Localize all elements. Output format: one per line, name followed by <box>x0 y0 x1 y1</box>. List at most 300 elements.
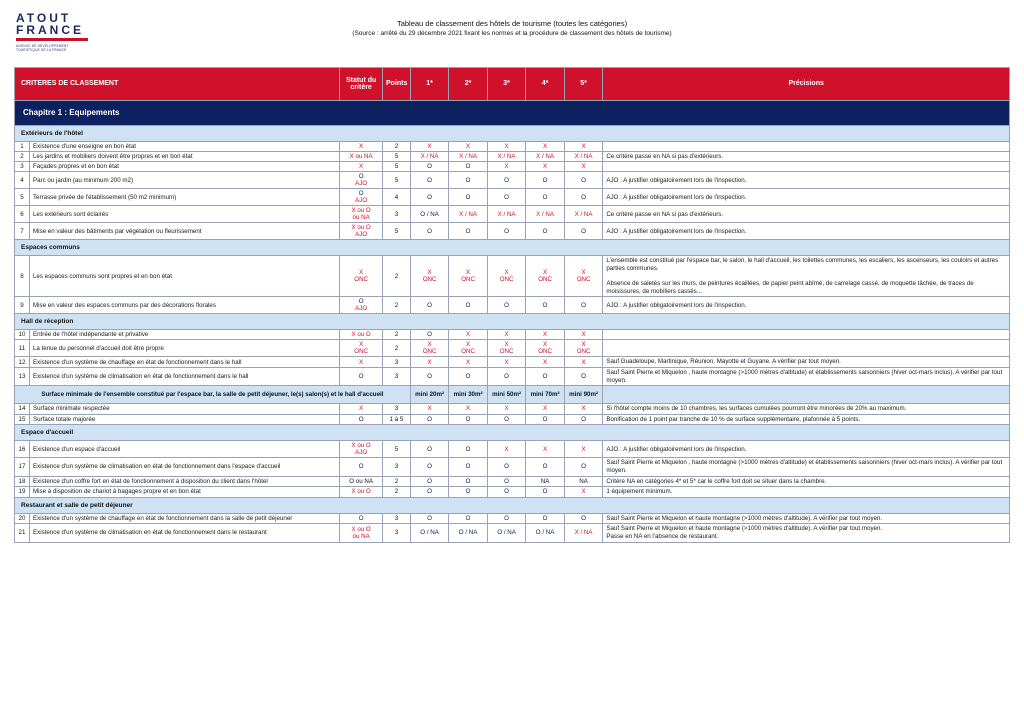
table-row <box>15 223 1010 240</box>
star-cell: O <box>526 414 565 425</box>
status-token: ou NA <box>352 532 370 540</box>
star-cell: O <box>449 162 488 172</box>
star-cell: O <box>410 476 449 487</box>
status-token: X <box>359 142 364 150</box>
star-cell: O <box>564 189 603 206</box>
star-cell: X <box>564 141 603 151</box>
status-token: O <box>358 190 364 198</box>
row-criteria: Surface totale majorée <box>29 414 339 425</box>
table-row <box>15 458 1010 476</box>
row-number: 21 <box>15 524 30 542</box>
row-status <box>340 297 383 314</box>
status-token: O <box>358 416 364 424</box>
table-row <box>15 340 1010 357</box>
row-number: 3 <box>15 162 30 172</box>
status-token: O <box>358 173 364 181</box>
star-cell: X <box>526 357 565 368</box>
status-token: AJO <box>355 231 368 239</box>
star-cell: X / NA <box>526 206 565 223</box>
star-cell: O <box>410 513 449 524</box>
row-precisions: 1 équipement minimum. <box>603 487 1010 498</box>
table-row <box>15 206 1010 223</box>
star-cell: X <box>410 357 449 368</box>
table-row <box>15 297 1010 314</box>
table-row <box>15 330 1010 340</box>
star-cell: X ONC <box>410 256 449 297</box>
table-row <box>15 414 1010 425</box>
star-cell: O <box>526 223 565 240</box>
row-points: 1 à 5 <box>383 414 411 425</box>
status-token: X ou NA <box>349 153 373 161</box>
status-token: O <box>358 298 364 306</box>
row-status <box>340 513 383 524</box>
star-cell: O <box>410 441 449 458</box>
row-points: 3 <box>383 404 411 415</box>
star-cell: O <box>449 172 488 189</box>
row-number: 9 <box>15 297 30 314</box>
section-band-restaurant <box>15 497 1010 513</box>
status-token: AJO <box>355 197 368 205</box>
star-cell: O <box>487 414 526 425</box>
star-cell: O <box>564 513 603 524</box>
row-criteria: Existence d'un système de chauffage en état de fonctionnement dans le hall <box>29 357 339 368</box>
status-token: ou NA <box>352 214 370 222</box>
star-cell: O <box>564 297 603 314</box>
star-cell: O <box>564 223 603 240</box>
star-cell: O <box>449 223 488 240</box>
logo-line-1: ATOUT <box>16 11 72 25</box>
atout-france-logo <box>16 12 88 53</box>
row-status <box>340 476 383 487</box>
status-token: X <box>359 341 364 349</box>
star-cell: O <box>410 487 449 498</box>
column-header-4star: 4* <box>526 67 565 100</box>
row-number: 8 <box>15 256 30 297</box>
row-points: 3 <box>383 513 411 524</box>
star-cell: O <box>449 487 488 498</box>
column-header-criteria: CRITERES DE CLASSEMENT <box>15 67 340 100</box>
row-points: 3 <box>383 524 411 542</box>
star-cell: O <box>487 458 526 476</box>
star-cell: O <box>487 487 526 498</box>
star-cell: O <box>449 458 488 476</box>
table-row <box>15 476 1010 487</box>
row-precisions: Sauf Saint Pierre et Miquelon , haute montagne (>1000 mètres d'altitude) et établissements saisonniers (hiver oct-mars inclus). A vérifier par tout moyen. <box>603 367 1010 385</box>
star-cell: X <box>487 162 526 172</box>
row-precisions: AJO : A justifier obligatoirement lors de l'inspection. <box>603 172 1010 189</box>
row-precisions: AJO : A justifier obligatoirement lors de l'inspection. <box>603 223 1010 240</box>
star-cell: X ONC <box>410 340 449 357</box>
section-label: Extérieurs de l'hôtel <box>15 125 1010 141</box>
status-token: O <box>358 515 364 523</box>
classification-table <box>14 67 1010 543</box>
table-row <box>15 404 1010 415</box>
star-cell: X <box>487 141 526 151</box>
star-cell: X <box>526 441 565 458</box>
row-points: 5 <box>383 151 411 162</box>
row-criteria: Les jardins et mobiliers doivent être propres et en bon état <box>29 151 339 162</box>
column-header-5star: 5* <box>564 67 603 100</box>
row-criteria: Mise en valeur des bâtiments par végétation ou fleurissement <box>29 223 339 240</box>
table-body <box>15 67 1010 542</box>
star-cell: O <box>410 223 449 240</box>
star-cell: O / NA <box>449 524 488 542</box>
row-status <box>340 206 383 223</box>
section-band-hall <box>15 314 1010 330</box>
row-criteria: Mise à disposition de chariot à bagages propre et en bon état <box>29 487 339 498</box>
star-cell: X <box>449 404 488 415</box>
table-row <box>15 524 1010 542</box>
star-cell: O <box>526 297 565 314</box>
star-cell: O <box>410 330 449 340</box>
star-cell: X <box>564 487 603 498</box>
section-band-accueil <box>15 425 1010 441</box>
star-cell: O <box>526 513 565 524</box>
row-points: 3 <box>383 458 411 476</box>
star-cell: X <box>564 357 603 368</box>
status-token: X <box>359 405 364 413</box>
status-token: O ou NA <box>349 477 373 485</box>
table-row <box>15 141 1010 151</box>
row-precisions: AJO : A justifier obligatoirement lors de l'inspection. <box>603 297 1010 314</box>
table-header-row <box>15 67 1010 100</box>
row-status <box>340 367 383 385</box>
star-cell: X <box>449 141 488 151</box>
row-precisions: Si l'hôtel compte moins de 10 chambres, les surfaces cumulées pourront être minorées de 20% au maximum. <box>603 404 1010 415</box>
star-cell: O <box>564 172 603 189</box>
row-points: 3 <box>383 357 411 368</box>
status-token: O <box>358 463 364 471</box>
row-number: 14 <box>15 404 30 415</box>
row-precisions: Critère NA en catégories 4* et 5* car le coffre fort doit se situer dans la chambre. <box>603 476 1010 487</box>
row-precisions: Sauf Guadeloupe, Martinique, Réunion, Mayotte et Guyane. A vérifier par tout moyen. <box>603 357 1010 368</box>
column-header-1star: 1* <box>410 67 449 100</box>
column-header-3star: 3* <box>487 67 526 100</box>
row-number: 2 <box>15 151 30 162</box>
page-title: Tableau de classement des hôtels de tourisme (toutes les catégories) <box>396 19 628 28</box>
star-cell: X <box>526 404 565 415</box>
star-cell: X / NA <box>564 151 603 162</box>
row-number: 7 <box>15 223 30 240</box>
surface-band-2star: mini 30m² <box>449 386 488 404</box>
star-cell: O <box>449 414 488 425</box>
star-cell: X / NA <box>449 151 488 162</box>
star-cell: X <box>564 441 603 458</box>
star-cell: X ONC <box>487 340 526 357</box>
title-block <box>88 12 936 39</box>
star-cell: X <box>526 141 565 151</box>
row-criteria: Existence d'un système de climatisation en état de fonctionnement dans le restaurant <box>29 524 339 542</box>
chapter-label: Chapitre 1 : Equipements <box>15 100 1010 125</box>
table-row <box>15 172 1010 189</box>
star-cell: O / NA <box>410 524 449 542</box>
row-points: 2 <box>383 476 411 487</box>
row-number: 17 <box>15 458 30 476</box>
row-criteria: Existence d'un système de climatisation en état de fonctionnement dans le hall <box>29 367 339 385</box>
row-status <box>340 414 383 425</box>
table-row <box>15 357 1010 368</box>
star-cell: O <box>487 367 526 385</box>
star-cell: O <box>526 172 565 189</box>
row-number: 20 <box>15 513 30 524</box>
row-criteria: Existence d'un espace d'accueil <box>29 441 339 458</box>
status-token: AJO <box>355 305 368 313</box>
star-cell: O <box>410 367 449 385</box>
row-points: 4 <box>383 189 411 206</box>
row-criteria: Existence d'un système de chauffage en état de fonctionnement dans la salle de petit déjeuner <box>29 513 339 524</box>
star-cell: X / NA <box>526 151 565 162</box>
row-number: 10 <box>15 330 30 340</box>
row-precisions: Sauf Saint Pierre et Miquelon et haute montagne (>1000 mètres d'altitude). A vérifier par tout moyen. Passe en NA en l'absence de restaurant. <box>603 524 1010 542</box>
star-cell: X ONC <box>526 256 565 297</box>
star-cell: X ONC <box>449 256 488 297</box>
row-criteria: Terrasse privée de l'établissement (50 m2 minimum) <box>29 189 339 206</box>
surface-band-3star: mini 50m² <box>487 386 526 404</box>
star-cell: O <box>564 414 603 425</box>
column-header-2star: 2* <box>449 67 488 100</box>
surface-band-row <box>15 386 1010 404</box>
row-points: 2 <box>383 141 411 151</box>
section-label: Espaces communs <box>15 240 1010 256</box>
row-number: 6 <box>15 206 30 223</box>
logo-sub-1: AGENCE DE DÉVELOPPEMENT <box>16 44 69 48</box>
table-row <box>15 367 1010 385</box>
star-cell: X ONC <box>564 256 603 297</box>
row-status <box>340 141 383 151</box>
star-cell: X / NA <box>449 206 488 223</box>
table-row <box>15 151 1010 162</box>
table-row <box>15 441 1010 458</box>
star-cell: O <box>526 189 565 206</box>
status-token: ONC <box>354 276 368 284</box>
surface-band-5star: mini 90m² <box>564 386 603 404</box>
row-criteria: Les espaces communs sont propres et en bon état <box>29 256 339 297</box>
row-precisions: L'ensemble est constitué par l'espace bar, le salon, le hall d'accueil, les toilettes communes, les escaliers, les ascenseurs, les couloirs et autres parties communes. Absence de saletés sur les murs, de peintures écaillées, de papier peint abîmé, de carrelage cassé, de moquette tâchée, de traces de moisissures, de mobiliers cassés... <box>603 256 1010 297</box>
star-cell: O <box>410 414 449 425</box>
row-precisions <box>603 162 1010 172</box>
star-cell: O <box>449 513 488 524</box>
page-subtitle: (Source : arrêté du 29 décembre 2021 fixant les normes et la procédure de classement des hôtels de tourisme) <box>352 30 672 37</box>
surface-band-4star: mini 70m² <box>526 386 565 404</box>
star-cell: O <box>449 441 488 458</box>
status-token: AJO <box>355 449 368 457</box>
row-precisions: AJO : A justifier obligatoirement lors de l'inspection. <box>603 441 1010 458</box>
row-status <box>340 330 383 340</box>
star-cell: X <box>487 330 526 340</box>
star-cell: O <box>410 189 449 206</box>
row-points: 3 <box>383 367 411 385</box>
star-cell: O <box>449 189 488 206</box>
row-status <box>340 487 383 498</box>
star-cell: X <box>526 162 565 172</box>
row-number: 18 <box>15 476 30 487</box>
column-header-precisions: Précisions <box>603 67 1010 100</box>
star-cell: X <box>449 357 488 368</box>
star-cell: O <box>564 367 603 385</box>
star-cell: O <box>487 172 526 189</box>
row-criteria: Parc ou jardin (au minimum 200 m2) <box>29 172 339 189</box>
star-cell: NA <box>564 476 603 487</box>
table-row <box>15 189 1010 206</box>
star-cell: X ONC <box>564 340 603 357</box>
table-row <box>15 513 1010 524</box>
star-cell: X <box>487 404 526 415</box>
star-cell: O <box>449 476 488 487</box>
document-header <box>0 0 1024 57</box>
star-cell: X <box>564 404 603 415</box>
row-number: 11 <box>15 340 30 357</box>
star-cell: O <box>449 297 488 314</box>
status-token: O <box>358 373 364 381</box>
table-row <box>15 256 1010 297</box>
status-token: X <box>359 269 364 277</box>
status-token: X ou O <box>351 224 371 232</box>
status-token: X ou O <box>351 331 371 339</box>
status-token: X ou O <box>351 488 371 496</box>
star-cell: X / NA <box>410 151 449 162</box>
star-cell: X ONC <box>449 340 488 357</box>
row-status <box>340 256 383 297</box>
star-cell: O <box>487 513 526 524</box>
logo-line-2: FRANCE <box>16 23 84 37</box>
star-cell: O <box>564 458 603 476</box>
row-points: 2 <box>383 297 411 314</box>
row-status <box>340 189 383 206</box>
star-cell: O <box>526 458 565 476</box>
row-status <box>340 458 383 476</box>
star-cell: O <box>487 223 526 240</box>
chapter-band <box>15 100 1010 125</box>
row-status <box>340 404 383 415</box>
row-status <box>340 524 383 542</box>
star-cell: O <box>449 367 488 385</box>
row-status <box>340 151 383 162</box>
section-band-communs <box>15 240 1010 256</box>
star-cell: O <box>487 297 526 314</box>
status-token: X <box>359 358 364 366</box>
star-cell: O / NA <box>487 524 526 542</box>
row-points: 5 <box>383 172 411 189</box>
row-criteria: Les extérieurs sont éclairés <box>29 206 339 223</box>
row-number: 12 <box>15 357 30 368</box>
row-precisions: Sauf Saint Pierre et Miquelon et haute montagne (>1000 mètres d'altitude). A vérifier par tout moyen. <box>603 513 1010 524</box>
row-criteria: Existence d'une enseigne en bon état <box>29 141 339 151</box>
star-cell: X <box>449 330 488 340</box>
row-status <box>340 340 383 357</box>
section-label: Hall de réception <box>15 314 1010 330</box>
column-header-points: Points <box>383 67 411 100</box>
row-precisions: Ce critère passe en NA si pas d'extérieurs. <box>603 206 1010 223</box>
status-token: ONC <box>354 348 368 356</box>
table-row <box>15 162 1010 172</box>
star-cell: O <box>410 297 449 314</box>
row-criteria: Entrée de l'hôtel indépendante et privative <box>29 330 339 340</box>
row-number: 4 <box>15 172 30 189</box>
row-status <box>340 223 383 240</box>
row-points: 2 <box>383 330 411 340</box>
row-number: 16 <box>15 441 30 458</box>
star-cell: X ONC <box>526 340 565 357</box>
status-token: AJO <box>355 180 368 188</box>
row-precisions <box>603 330 1010 340</box>
star-cell: X <box>526 330 565 340</box>
star-cell: O <box>526 487 565 498</box>
logo-sub-2: TOURISTIQUE DE LA FRANCE <box>16 48 67 53</box>
star-cell: X <box>564 162 603 172</box>
row-points: 2 <box>383 340 411 357</box>
row-status <box>340 172 383 189</box>
logo-red-bar <box>16 38 88 41</box>
section-band-exterieurs <box>15 125 1010 141</box>
status-token: X ou O <box>351 525 371 533</box>
star-cell: X <box>410 141 449 151</box>
row-criteria: Existence d'un coffre fort en état de fonctionnement à disposition du client dans l'hôtel <box>29 476 339 487</box>
status-token: X ou O <box>351 207 371 215</box>
star-cell: NA <box>526 476 565 487</box>
star-cell: X <box>487 357 526 368</box>
section-label: Restaurant et salle de petit déjeuner <box>15 497 1010 513</box>
row-number: 13 <box>15 367 30 385</box>
row-status <box>340 162 383 172</box>
surface-band-label: Surface minimale de l'ensemble constitué par l'espace bar, la salle de petit déjeuner, le(s) salon(s) et le hall d'accueil <box>15 386 411 404</box>
row-precisions: Bonification de 1 point par tranche de 10 % de surface supplémentaire, plafonnée à 5 points. <box>603 414 1010 425</box>
section-label: Espace d'accueil <box>15 425 1010 441</box>
table-row <box>15 487 1010 498</box>
row-precisions: Ce critère passe en NA si pas d'extérieurs. <box>603 151 1010 162</box>
row-points: 5 <box>383 162 411 172</box>
row-precisions: Sauf Saint Pierre et Miquelon , haute montagne (>1000 mètres d'altitude) et établissements saisonniers (hiver oct-mars inclus). A vérifier par tout moyen. <box>603 458 1010 476</box>
row-criteria: Existence d'un système de climatisation en état de fonctionnement dans l'espace d'accueil <box>29 458 339 476</box>
row-number: 19 <box>15 487 30 498</box>
surface-band-1star: mini 20m² <box>410 386 449 404</box>
star-cell: O <box>410 458 449 476</box>
star-cell: O / NA <box>526 524 565 542</box>
star-cell: X / NA <box>564 524 603 542</box>
star-cell: X ONC <box>487 256 526 297</box>
row-precisions: AJO : A justifier obligatoirement lors de l'inspection. <box>603 189 1010 206</box>
status-token: X ou O <box>351 442 371 450</box>
row-precisions <box>603 340 1010 357</box>
star-cell: X <box>410 404 449 415</box>
row-points: 5 <box>383 223 411 240</box>
star-cell: X / NA <box>487 206 526 223</box>
star-cell: X / NA <box>564 206 603 223</box>
status-token: X <box>359 163 364 171</box>
row-precisions <box>603 141 1010 151</box>
surface-band-precisions <box>603 386 1010 404</box>
row-number: 1 <box>15 141 30 151</box>
row-criteria: Façades propres et en bon état <box>29 162 339 172</box>
star-cell: O <box>487 476 526 487</box>
row-points: 3 <box>383 206 411 223</box>
star-cell: O <box>526 367 565 385</box>
star-cell: O <box>410 162 449 172</box>
star-cell: O <box>487 189 526 206</box>
star-cell: X / NA <box>487 151 526 162</box>
row-status <box>340 357 383 368</box>
star-cell: O / NA <box>410 206 449 223</box>
star-cell: O <box>410 172 449 189</box>
row-points: 2 <box>383 487 411 498</box>
row-criteria: Surface minimale respectée <box>29 404 339 415</box>
row-criteria: La tenue du personnel d'accueil doit être propre <box>29 340 339 357</box>
row-number: 15 <box>15 414 30 425</box>
row-criteria: Mise en valeur des espaces communs par des décorations florales <box>29 297 339 314</box>
star-cell: X <box>487 441 526 458</box>
row-points: 5 <box>383 441 411 458</box>
row-number: 5 <box>15 189 30 206</box>
row-points: 2 <box>383 256 411 297</box>
